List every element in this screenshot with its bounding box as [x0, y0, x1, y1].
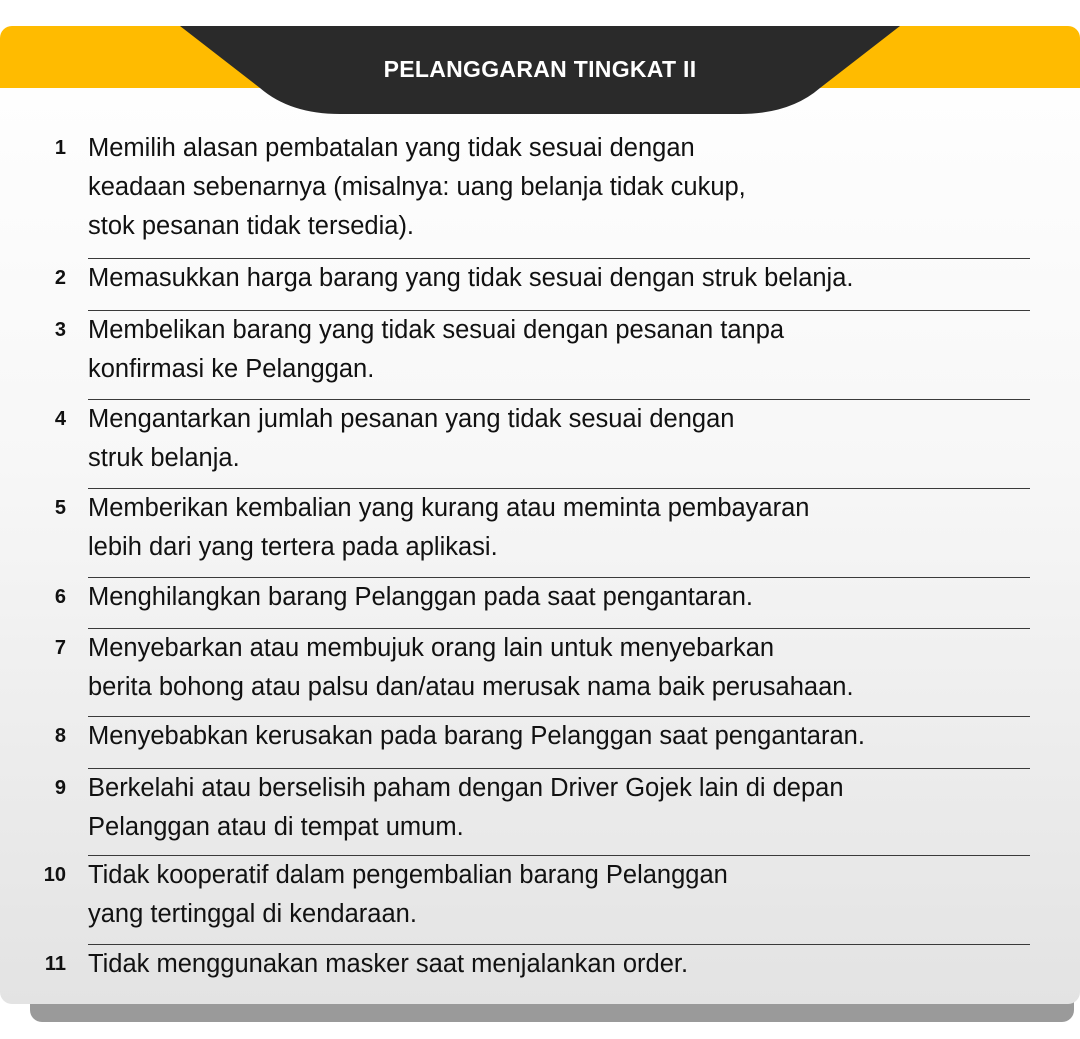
item-text: Memilih alasan pembatalan yang tidak sesuai dengan keadaan sebenarnya (misalnya: uang belanja tidak cukup, stok pesanan tidak tersedia).	[88, 134, 746, 240]
item-number: 8	[54, 725, 66, 747]
item-number: 2	[54, 267, 66, 289]
list-item	[0, 311, 1080, 400]
list-item	[0, 129, 1080, 279]
item-text: Tidak menggunakan masker saat menjalankan order.	[88, 950, 689, 978]
list-item	[0, 629, 1080, 717]
item-text: Memasukkan harga barang yang tidak sesuai dengan struk belanja.	[88, 264, 854, 292]
item-number: 1	[54, 137, 66, 159]
list-item	[0, 400, 1080, 489]
item-number: 10	[43, 864, 66, 886]
violation-list	[0, 129, 1080, 995]
item-text: Menyebabkan kerusakan pada barang Pelanggan saat pengantaran.	[88, 722, 865, 750]
card-body	[0, 26, 1080, 1004]
item-number: 6	[54, 586, 66, 608]
list-item	[0, 717, 1080, 769]
item-text: Membelikan barang yang tidak sesuai dengan pesanan tanpa konfirmasi ke Pelanggan.	[88, 316, 785, 383]
list-item	[0, 945, 1080, 995]
item-number: 11	[44, 953, 66, 975]
item-number: 5	[54, 497, 66, 519]
item-text: Berkelahi atau berselisih paham dengan Driver Gojek lain di depan Pelanggan atau di tempat umum.	[88, 774, 844, 841]
item-text: Mengantarkan jumlah pesanan yang tidak sesuai dengan struk belanja.	[88, 405, 735, 472]
item-text: Tidak kooperatif dalam pengembalian barang Pelanggan yang tertinggal di kendaraan.	[88, 861, 728, 928]
item-number: 7	[54, 637, 66, 659]
item-number: 9	[54, 777, 66, 799]
list-item	[0, 769, 1080, 856]
page-title: PELANGGARAN TINGKAT II	[383, 56, 697, 82]
list-item	[0, 259, 1080, 311]
item-text: Memberikan kembalian yang kurang atau meminta pembayaran lebih dari yang tertera pada aplikasi.	[88, 494, 810, 561]
list-item	[0, 578, 1080, 629]
list-item	[0, 856, 1080, 945]
item-text: Menghilangkan barang Pelanggan pada saat pengantaran.	[88, 583, 753, 611]
item-number: 3	[54, 319, 66, 341]
item-text: Menyebarkan atau membujuk orang lain untuk menyebarkan berita bohong atau palsu dan/atau merusak nama baik perusahaan.	[88, 634, 854, 701]
list-item	[0, 489, 1080, 578]
item-number: 4	[54, 408, 66, 430]
